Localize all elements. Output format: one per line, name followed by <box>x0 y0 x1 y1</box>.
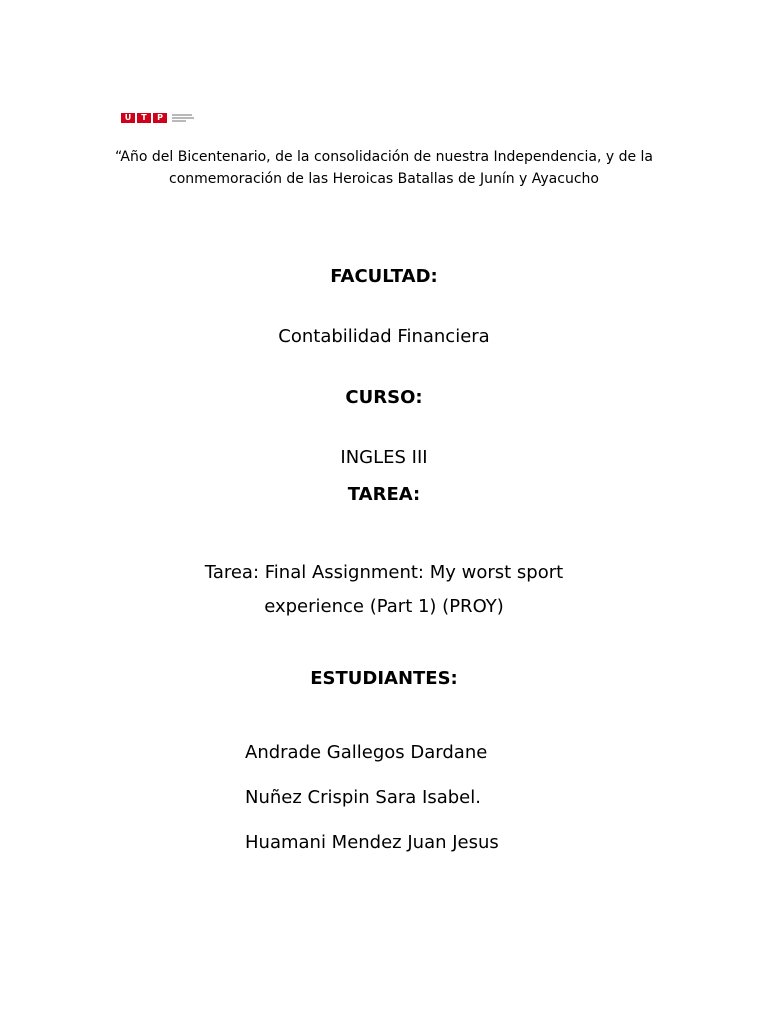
facultad-heading: FACULTAD: <box>330 266 438 287</box>
student-name: Andrade Gallegos Dardane <box>245 742 488 763</box>
tarea-description <box>196 556 572 624</box>
estudiantes-heading: ESTUDIANTES: <box>310 668 458 689</box>
utp-logo <box>121 111 191 125</box>
facultad-value: Contabilidad Financiera <box>278 326 490 347</box>
curso-heading: CURSO: <box>345 387 423 408</box>
logo-letter-u: U <box>121 113 135 123</box>
logo-letter-t: T <box>137 113 151 123</box>
utp-logo-mark <box>121 113 169 123</box>
tarea-heading: TAREA: <box>347 484 421 505</box>
student-name: Huamani Mendez Juan Jesus <box>245 832 499 853</box>
logo-letter-p: P <box>153 113 167 123</box>
year-motto: “Año del Bicentenario, de la consolidación de nuestra Independencia, y de la conmemoración de las Heroicas Batallas de Junín y Ayacucho <box>114 149 654 187</box>
student-name: Nuñez Crispin Sara Isabel. <box>245 787 481 808</box>
logo-subtitle-graphic <box>172 114 194 122</box>
tarea-line-1: Tarea: Final Assignment: My worst sport <box>204 562 564 583</box>
curso-value: INGLES III <box>340 447 428 468</box>
tarea-line-2: experience (Part 1) (PROY) <box>264 596 504 617</box>
